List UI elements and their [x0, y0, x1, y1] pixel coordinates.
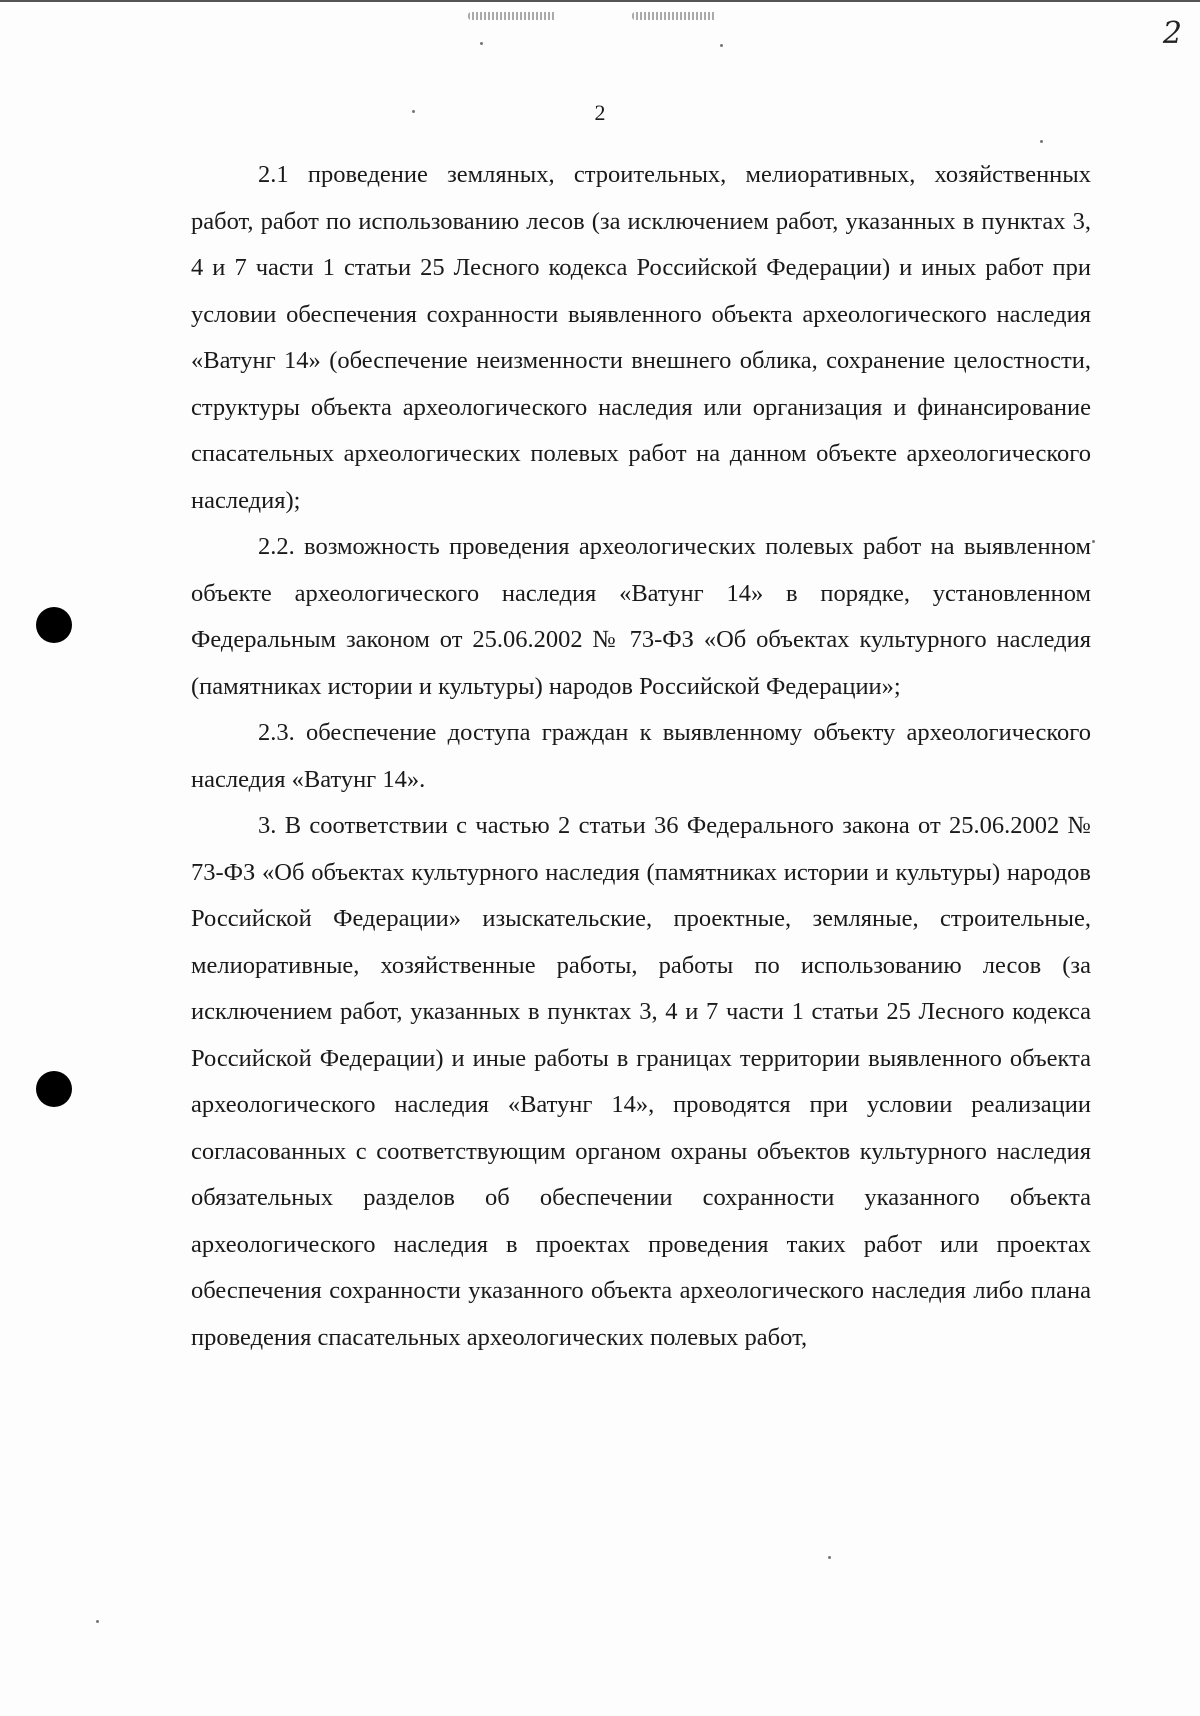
scan-artifact: [480, 42, 483, 45]
document-body: [191, 152, 1091, 1361]
scan-artifact: [96, 1620, 99, 1623]
paragraph-3: 3. В соответствии с частью 2 статьи 36 Федерального закона от 25.06.2002 № 73-ФЗ «Об объектах культурного наследия (памятниках истории и культуры) народов Российской Федерации» изыскательские, проектные, земляные, строительные, мелиоративные, хозяйственные работы, работы по использованию лесов (за исключением работ, указанных в пунктах 3, 4 и 7 части 1 статьи 25 Лесного кодекса Российской Федерации) и иные работы в границах территории выявленного объекта археологического наследия «Ватунг 14», проводятся при условии реализации согласованных с соответствующим органом охраны объектов культурного наследия обязательных разделов об обеспечении сохранности указанного объекта археологического наследия в проектах проведения таких работ или проектах обеспечения сохранности указанного объекта археологического наследия либо плана проведения спасательных археологических полевых работ,: [191, 812, 1091, 1351]
page-number: 2: [594, 100, 606, 125]
scan-artifact: [632, 12, 716, 20]
scan-artifact: [1092, 540, 1095, 543]
handwritten-page-mark: 2: [1162, 16, 1182, 51]
scan-artifact: [720, 44, 723, 47]
punch-hole: [36, 1071, 72, 1107]
scan-top-edge: [0, 0, 1200, 2]
scan-artifact: [828, 1556, 831, 1559]
scan-artifact: [1040, 140, 1043, 143]
paragraph-2-3: 2.3. обеспечение доступа граждан к выявленному объекту археологического наследия «Ватунг 14».: [191, 719, 1091, 793]
paragraph-2-2: 2.2. возможность проведения археологических полевых работ на выявленном объекте археологического наследия «Ватунг 14» в порядке, установленном Федеральным законом от 25.06.2002 № 73-ФЗ «Об объектах культурного наследия (памятниках истории и культуры) народов Российской Федерации»;: [191, 533, 1091, 700]
punch-hole: [36, 607, 72, 643]
scan-artifact: [468, 12, 556, 20]
paragraph-2-1: 2.1 проведение земляных, строительных, мелиоративных, хозяйственных работ, работ по использованию лесов (за исключением работ, указанных в пунктах 3, 4 и 7 части 1 статьи 25 Лесного кодекса Российской Федерации) и иных работ при условии обеспечения сохранности выявленного объекта археологического наследия «Ватунг 14» (обеспечение неизменности внешнего облика, сохранение целостности, структуры объекта археологического наследия или организация и финансирование спасательных археологических полевых работ на данном объекте археологического наследия);: [191, 161, 1091, 514]
